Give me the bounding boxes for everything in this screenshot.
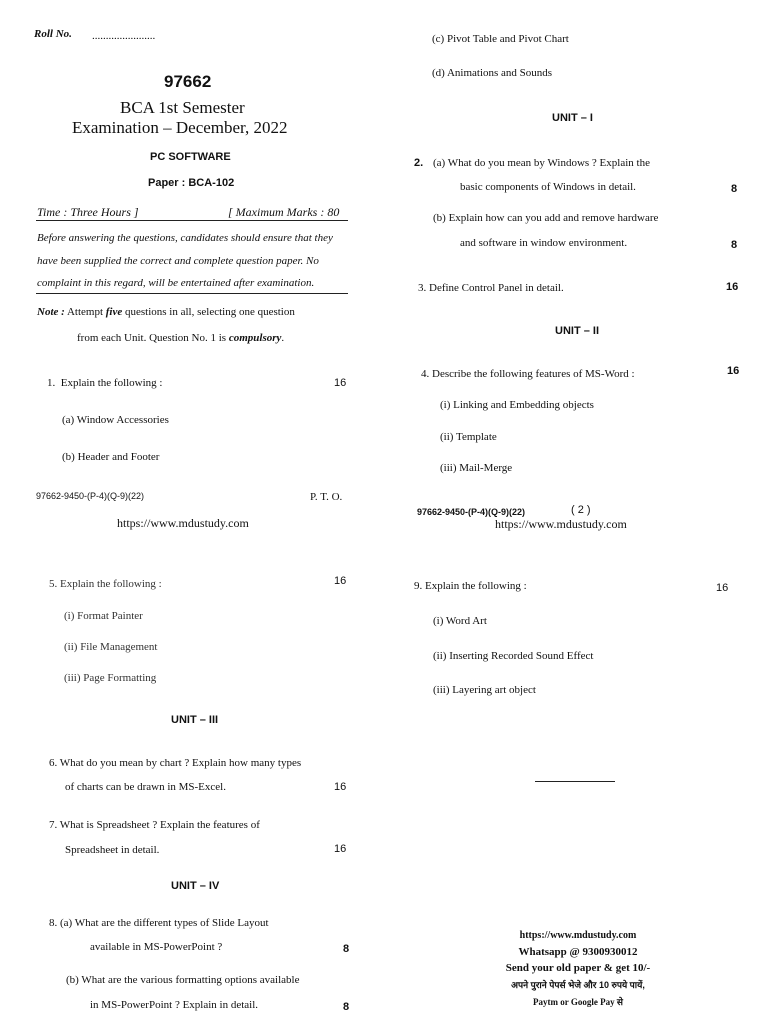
question-6-marks: 16 <box>334 781 347 793</box>
footer-code-2: 97662-9450-(P-4)(Q-9)(22) <box>417 507 526 517</box>
end-of-paper-rule <box>535 781 615 782</box>
question-9-ii: (ii) Inserting Recorded Sound Effect <box>433 650 594 662</box>
question-4-ii: (ii) Template <box>440 431 497 443</box>
question-1-a: (a) Window Accessories <box>62 414 169 426</box>
question-2a-marks: 8 <box>731 183 738 195</box>
instruction-line-1: Before answering the questions, candidates should ensure that they <box>37 232 333 244</box>
max-marks-label: [ Maximum Marks : 80 <box>228 205 340 219</box>
unit-3-heading: UNIT – III <box>171 714 219 726</box>
question-7-marks: 16 <box>334 843 347 855</box>
question-4-iii: (iii) Mail-Merge <box>440 462 513 474</box>
question-5-i: (i) Format Painter <box>64 610 143 622</box>
question-2-number: 2. <box>414 157 424 169</box>
promo-send-paper: Send your old paper & get 10/- <box>505 962 651 974</box>
footer-code-1: 97662-9450-(P-4)(Q-9)(22) <box>36 491 145 501</box>
question-1-d: (d) Animations and Sounds <box>432 67 553 79</box>
paper-code: 97662 <box>164 72 212 91</box>
question-1-c: (c) Pivot Table and Pivot Chart <box>432 33 569 45</box>
question-2b-line-1: (b) Explain how can you add and remove hardware <box>433 212 659 224</box>
question-5-ii: (ii) File Management <box>64 641 158 653</box>
question-7-line-1: 7. What is Spreadsheet ? Explain the features of <box>49 819 260 831</box>
question-1-marks: 16 <box>334 377 347 389</box>
question-9: 9. Explain the following : <box>414 580 527 592</box>
note-line-2: from each Unit. Question No. 1 is compulsory. <box>77 332 285 344</box>
question-8b-line-2: in MS-PowerPoint ? Explain in detail. <box>90 999 259 1011</box>
question-8a-marks: 8 <box>343 943 350 955</box>
question-4-marks: 16 <box>727 365 740 377</box>
question-5-iii: (iii) Page Formatting <box>64 672 157 684</box>
pto-label: P. T. O. <box>310 491 343 503</box>
question-8a-line-1: 8. (a) What are the different types of Slide Layout <box>49 917 269 929</box>
question-1-b: (b) Header and Footer <box>62 451 160 463</box>
question-3-marks: 16 <box>726 281 739 293</box>
question-8a-line-2: available in MS-PowerPoint ? <box>90 941 223 953</box>
note-line-1: Note : Attempt five questions in all, selecting one question <box>37 306 295 318</box>
question-2b-line-2: and software in window environment. <box>460 237 628 249</box>
unit-1-heading: UNIT – I <box>552 112 593 124</box>
question-9-marks: 16 <box>716 582 729 594</box>
note-label: Note : <box>37 306 65 318</box>
course-title: BCA 1st Semester <box>120 98 245 117</box>
question-3: 3. Define Control Panel in detail. <box>418 282 564 294</box>
question-6-line-2: of charts can be drawn in MS-Excel. <box>65 781 226 793</box>
question-5: 5. Explain the following : <box>49 578 162 590</box>
question-2b-marks: 8 <box>731 239 738 251</box>
time-label: Time : Three Hours ] <box>37 205 139 219</box>
promo-whatsapp: Whatsapp @ 9300930012 <box>518 946 638 958</box>
roll-no-label: Roll No. <box>34 28 72 40</box>
page-number: ( 2 ) <box>571 504 591 516</box>
header-rule-bottom <box>36 293 348 294</box>
unit-2-heading: UNIT – II <box>555 325 600 337</box>
question-5-marks: 16 <box>334 575 347 587</box>
unit-4-heading: UNIT – IV <box>171 880 220 892</box>
question-2a-line-2: basic components of Windows in detail. <box>460 181 636 193</box>
footer-url-2: https://www.mdustudy.com <box>495 517 627 531</box>
promo-hindi: अपने पुराने पेपर्स भेजे और 10 रुपये पायें, <box>511 980 645 990</box>
subject-title: PC SOFTWARE <box>150 151 231 163</box>
promo-payment: Paytm or Google Pay से <box>533 997 623 1007</box>
question-1: 1. Explain the following : <box>47 377 163 389</box>
instruction-line-3: complaint in this regard, will be entertained after examination. <box>37 277 315 289</box>
promo-url: https://www.mdustudy.com <box>519 930 637 941</box>
question-9-i: (i) Word Art <box>433 615 487 627</box>
instruction-line-2: have been supplied the correct and complete question paper. No <box>37 255 319 267</box>
footer-url-1: https://www.mdustudy.com <box>117 516 249 530</box>
question-4: 4. Describe the following features of MS-Word : <box>421 368 635 380</box>
question-7-line-2: Spreadsheet in detail. <box>65 844 160 856</box>
header-rule-top <box>36 220 348 221</box>
question-2a-line-1: (a) What do you mean by Windows ? Explain the <box>433 157 650 169</box>
question-4-i: (i) Linking and Embedding objects <box>440 399 594 411</box>
question-9-iii: (iii) Layering art object <box>433 684 536 696</box>
question-6-line-1: 6. What do you mean by chart ? Explain how many types <box>49 757 302 769</box>
paper-number: Paper : BCA-102 <box>148 177 235 189</box>
roll-no-dots: ....................... <box>92 30 156 42</box>
question-8b-line-1: (b) What are the various formatting options available <box>66 974 300 986</box>
question-8b-marks: 8 <box>343 1001 350 1013</box>
exam-title: Examination – December, 2022 <box>72 118 288 137</box>
